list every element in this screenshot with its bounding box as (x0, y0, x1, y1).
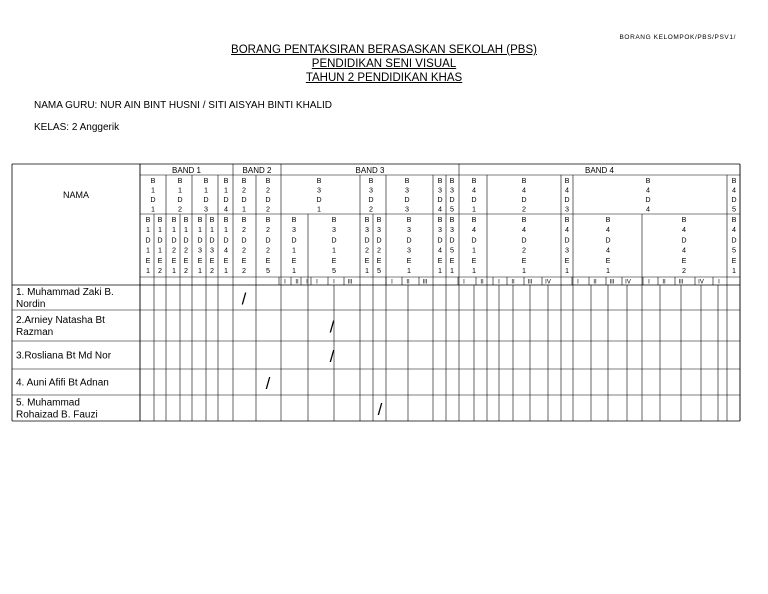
sub-level-label: III (347, 279, 353, 286)
evidence-code: 5 (332, 266, 336, 275)
evidence-code: B (471, 215, 477, 224)
standard-code: D (471, 195, 477, 204)
evidence-code: 1 (365, 266, 369, 275)
sub-level-label: IV (545, 279, 551, 286)
student-name: 3.Rosliana Bt Md Nor (16, 350, 112, 362)
sub-level-label: II (295, 279, 299, 286)
evidence-code: 2 (377, 245, 381, 255)
evidence-code: 1 (224, 225, 228, 235)
evidence-code: E (331, 255, 337, 265)
evidence-code: 1 (472, 245, 476, 255)
standard-code: 4 (438, 204, 442, 214)
evidence-code: D (605, 235, 611, 245)
evidence-code: B (364, 215, 370, 224)
evidence-code: D (406, 235, 412, 245)
evidence-code: B (223, 215, 229, 224)
standard-code: 1 (472, 204, 476, 214)
evidence-code: B (437, 215, 443, 224)
evidence-code: 2 (184, 245, 188, 255)
evidence-code: E (731, 255, 737, 265)
achievement-tick: / (329, 317, 335, 337)
standard-code: B (449, 176, 455, 185)
name-header: NAMA (62, 190, 90, 200)
evidence-code: D (449, 235, 455, 245)
standard-code: 4 (224, 204, 228, 214)
evidence-code: B (376, 215, 382, 224)
evidence-code: 2 (158, 266, 162, 275)
teacher-label: NAMA GURU: (34, 100, 98, 111)
sub-level-label: II (593, 279, 597, 286)
evidence-code: B (197, 215, 203, 224)
evidence-code: B (157, 215, 163, 224)
evidence-code: D (265, 235, 271, 245)
year-title: TAHUN 2 PENDIDIKAN KHAS (305, 72, 463, 84)
evidence-code: D (376, 235, 382, 245)
achievement-tick: / (265, 374, 271, 393)
evidence-code: 4 (522, 225, 526, 235)
evidence-code: E (376, 255, 382, 265)
evidence-code: B (731, 215, 737, 224)
standard-code: D (449, 195, 455, 204)
evidence-code: 4 (606, 225, 610, 235)
band-header: BAND 3 (355, 166, 385, 175)
standard-code: 1 (178, 185, 182, 195)
standard-code: 4 (565, 185, 569, 195)
standard-code: B (645, 176, 651, 185)
evidence-code: E (197, 255, 203, 265)
standard-code: D (223, 195, 229, 204)
evidence-code: 2 (682, 266, 686, 275)
standard-code: 1 (151, 185, 155, 195)
achievement-tick: / (377, 400, 383, 419)
evidence-code: E (183, 255, 189, 265)
evidence-code: D (564, 235, 570, 245)
evidence-code: 5 (266, 266, 270, 275)
evidence-code: E (291, 255, 297, 265)
standard-code: 2 (242, 185, 246, 195)
sub-level-label: I (284, 279, 286, 286)
student-name: 2.Arniey Natasha Bt (16, 315, 105, 326)
standard-code: B (316, 176, 322, 185)
standard-code: 2 (522, 204, 526, 214)
evidence-code: 3 (450, 225, 454, 235)
evidence-code: 5 (450, 245, 454, 255)
sub-level-label: I (316, 279, 318, 286)
standard-code: 1 (224, 185, 228, 195)
standard-code: 2 (266, 204, 270, 214)
evidence-code: D (145, 235, 151, 245)
standard-code: B (731, 176, 737, 185)
evidence-code: 3 (210, 245, 214, 255)
standard-code: 1 (242, 204, 246, 214)
standard-code: B (404, 176, 410, 185)
evidence-code: 1 (158, 225, 162, 235)
evidence-code: 1 (172, 266, 176, 275)
evidence-code: 1 (292, 245, 296, 255)
sub-level-label: I (333, 279, 335, 286)
evidence-code: 4 (565, 225, 569, 235)
standard-code: 1 (204, 185, 208, 195)
evidence-code: E (171, 255, 177, 265)
class-value: 2 Anggerik (71, 122, 120, 133)
standard-code: B (265, 176, 271, 185)
evidence-code: B (171, 215, 177, 224)
standard-code: B (223, 176, 229, 185)
evidence-code: D (197, 235, 203, 245)
evidence-code: D (364, 235, 370, 245)
evidence-code: D (681, 235, 687, 245)
standard-code: 3 (405, 204, 409, 214)
band-header: BAND 1 (172, 166, 201, 175)
sub-level-label: I (718, 279, 720, 286)
evidence-code: 1 (158, 245, 162, 255)
sub-level-label: II (406, 279, 410, 286)
evidence-code: 1 (332, 245, 336, 255)
sub-level-label: III (678, 279, 684, 286)
evidence-code: 5 (377, 266, 381, 275)
standard-code: D (203, 195, 209, 204)
standard-code: D (241, 195, 247, 204)
evidence-code: B (605, 215, 611, 224)
evidence-code: 1 (184, 225, 188, 235)
standard-code: B (564, 176, 570, 185)
evidence-code: 1 (522, 266, 526, 275)
standard-code: D (731, 195, 737, 204)
evidence-code: B (564, 215, 570, 224)
standard-code: D (177, 195, 183, 204)
sub-level-label: IV (698, 279, 704, 286)
standard-code: 4 (732, 185, 736, 195)
evidence-code: E (265, 255, 271, 265)
evidence-code: E (681, 255, 687, 265)
standard-code: B (150, 176, 156, 185)
evidence-code: E (223, 255, 229, 265)
sub-level-label: I (463, 279, 465, 286)
evidence-code: 1 (565, 266, 569, 275)
evidence-code: E (209, 255, 215, 265)
standard-code: D (564, 195, 570, 204)
evidence-code: E (449, 255, 455, 265)
evidence-code: E (605, 255, 611, 265)
band-header: BAND 2 (242, 166, 272, 175)
evidence-code: D (731, 235, 737, 245)
standard-code: 3 (565, 204, 569, 214)
evidence-code: B (681, 215, 687, 224)
evidence-code: E (521, 255, 527, 265)
standard-code: 2 (266, 185, 270, 195)
evidence-code: 1 (606, 266, 610, 275)
standard-code: D (645, 195, 651, 204)
evidence-code: D (241, 235, 247, 245)
evidence-code: 2 (266, 225, 270, 235)
evidence-code: 2 (242, 225, 246, 235)
evidence-code: D (171, 235, 177, 245)
evidence-code: D (521, 235, 527, 245)
sub-level-label: I (306, 279, 308, 286)
standard-code: B (437, 176, 443, 185)
evidence-code: 4 (606, 245, 610, 255)
evidence-code: B (331, 215, 337, 224)
evidence-code: B (183, 215, 189, 224)
standard-code: 3 (438, 185, 442, 195)
sub-level-label: III (422, 279, 428, 286)
evidence-code: D (291, 235, 297, 245)
evidence-code: B (241, 215, 247, 224)
standard-code: 5 (732, 204, 736, 214)
standard-code: 3 (405, 185, 409, 195)
evidence-code: E (564, 255, 570, 265)
standard-code: 4 (522, 185, 526, 195)
evidence-code: D (331, 235, 337, 245)
achievement-tick: / (241, 289, 247, 309)
evidence-code: 1 (146, 245, 150, 255)
evidence-code: 3 (407, 225, 411, 235)
evidence-code: 3 (198, 245, 202, 255)
evidence-code: D (209, 235, 215, 245)
evidence-code: 1 (224, 266, 228, 275)
class-label: KELAS: (34, 122, 70, 133)
sub-level-label: IV (625, 279, 631, 286)
evidence-code: 2 (242, 245, 246, 255)
sub-level-label: III (609, 279, 615, 286)
evidence-code: 1 (438, 266, 442, 275)
evidence-code: 1 (210, 225, 214, 235)
evidence-code: B (145, 215, 151, 224)
standard-code: 1 (151, 204, 155, 214)
student-name: 5. Muhammad (16, 397, 80, 409)
sub-level-label: II (480, 279, 484, 286)
evidence-code: 4 (438, 245, 442, 255)
standard-code: B (471, 176, 477, 185)
evidence-code: E (157, 255, 163, 265)
evidence-code: 1 (146, 225, 150, 235)
student-name: Razman (16, 327, 54, 338)
evidence-code: 4 (472, 225, 476, 235)
standard-code: 2 (178, 204, 182, 214)
form-code: BORANG KELOMPOK/PBS/PSV1/ (619, 34, 736, 41)
standard-code: 3 (450, 185, 454, 195)
evidence-code: 4 (732, 225, 736, 235)
evidence-code: 4 (682, 225, 686, 235)
evidence-code: 2 (172, 245, 176, 255)
subject-title: PENDIDIKAN SENI VISUAL (311, 58, 457, 70)
standard-code: B (368, 176, 374, 185)
evidence-code: E (471, 255, 477, 265)
sub-level-label: III (527, 279, 533, 286)
evidence-code: 1 (472, 266, 476, 275)
sub-level-label: II (511, 279, 515, 286)
evidence-code: B (406, 215, 412, 224)
standard-code: D (150, 195, 156, 204)
evidence-code: B (449, 215, 455, 224)
evidence-code: 1 (732, 266, 736, 275)
evidence-code: E (406, 255, 412, 265)
evidence-code: 1 (292, 266, 296, 275)
student-name: 4. Auni Afifi Bt Adnan (16, 377, 109, 389)
sub-level-label: I (498, 279, 500, 286)
evidence-code: 3 (332, 225, 336, 235)
evidence-code: 4 (682, 245, 686, 255)
evidence-code: E (145, 255, 151, 265)
student-name: Nordin (16, 299, 46, 310)
standard-code: D (437, 195, 443, 204)
standard-code: 4 (646, 204, 650, 214)
evidence-code: E (241, 255, 247, 265)
standard-code: 3 (369, 185, 373, 195)
standard-code: 4 (472, 185, 476, 195)
evidence-code: 1 (172, 225, 176, 235)
standard-code: 3 (317, 185, 321, 195)
evidence-code: B (265, 215, 271, 224)
standard-code: 4 (646, 185, 650, 195)
evidence-code: 2 (210, 266, 214, 275)
evidence-code: D (183, 235, 189, 245)
evidence-code: 3 (292, 225, 296, 235)
evidence-code: D (437, 235, 443, 245)
evidence-code: 5 (732, 245, 736, 255)
form-title: BORANG PENTAKSIRAN BERASASKAN SEKOLAH (PBS) (231, 44, 537, 56)
evidence-code: E (364, 255, 370, 265)
standard-code: D (316, 195, 322, 204)
evidence-code: 1 (146, 266, 150, 275)
standard-code: B (203, 176, 209, 185)
evidence-code: E (437, 255, 443, 265)
achievement-tick: / (329, 347, 335, 366)
evidence-code: B (291, 215, 297, 224)
evidence-code: 3 (407, 245, 411, 255)
evidence-code: 2 (365, 245, 369, 255)
standard-code: B (177, 176, 183, 185)
evidence-code: 2 (522, 245, 526, 255)
evidence-code: B (209, 215, 215, 224)
evidence-code: 1 (198, 225, 202, 235)
standard-code: D (404, 195, 410, 204)
sub-level-label: II (662, 279, 666, 286)
evidence-code: 1 (198, 266, 202, 275)
sub-level-label: I (648, 279, 650, 286)
evidence-code: D (471, 235, 477, 245)
evidence-code: 3 (377, 225, 381, 235)
evidence-code: 1 (450, 266, 454, 275)
sub-level-label: I (391, 279, 393, 286)
evidence-code: 2 (242, 266, 246, 275)
standard-code: B (241, 176, 247, 185)
standard-code: 1 (317, 204, 321, 214)
standard-code: 5 (450, 204, 454, 214)
evidence-code: D (157, 235, 163, 245)
evidence-code: D (223, 235, 229, 245)
teacher-names: NUR AIN BINT HUSNI / SITI AISYAH BINTI KHALID (100, 100, 333, 111)
evidence-code: 4 (224, 245, 228, 255)
standard-code: D (368, 195, 374, 204)
sub-level-label: I (577, 279, 579, 286)
standard-code: 3 (204, 204, 208, 214)
evidence-code: 3 (365, 225, 369, 235)
student-name: Rohaizad B. Fauzi (16, 409, 98, 421)
standard-code: D (521, 195, 527, 204)
standard-code: D (265, 195, 271, 204)
student-name: 1. Muhammad Zaki B. (16, 287, 114, 298)
evidence-code: 2 (266, 245, 270, 255)
evidence-code: 2 (184, 266, 188, 275)
band-header: BAND 4 (585, 166, 614, 175)
evidence-code: B (521, 215, 527, 224)
standard-code: B (521, 176, 527, 185)
evidence-code: 3 (565, 245, 569, 255)
evidence-code: 3 (438, 225, 442, 235)
standard-code: 2 (369, 204, 373, 214)
evidence-code: 1 (407, 266, 411, 275)
